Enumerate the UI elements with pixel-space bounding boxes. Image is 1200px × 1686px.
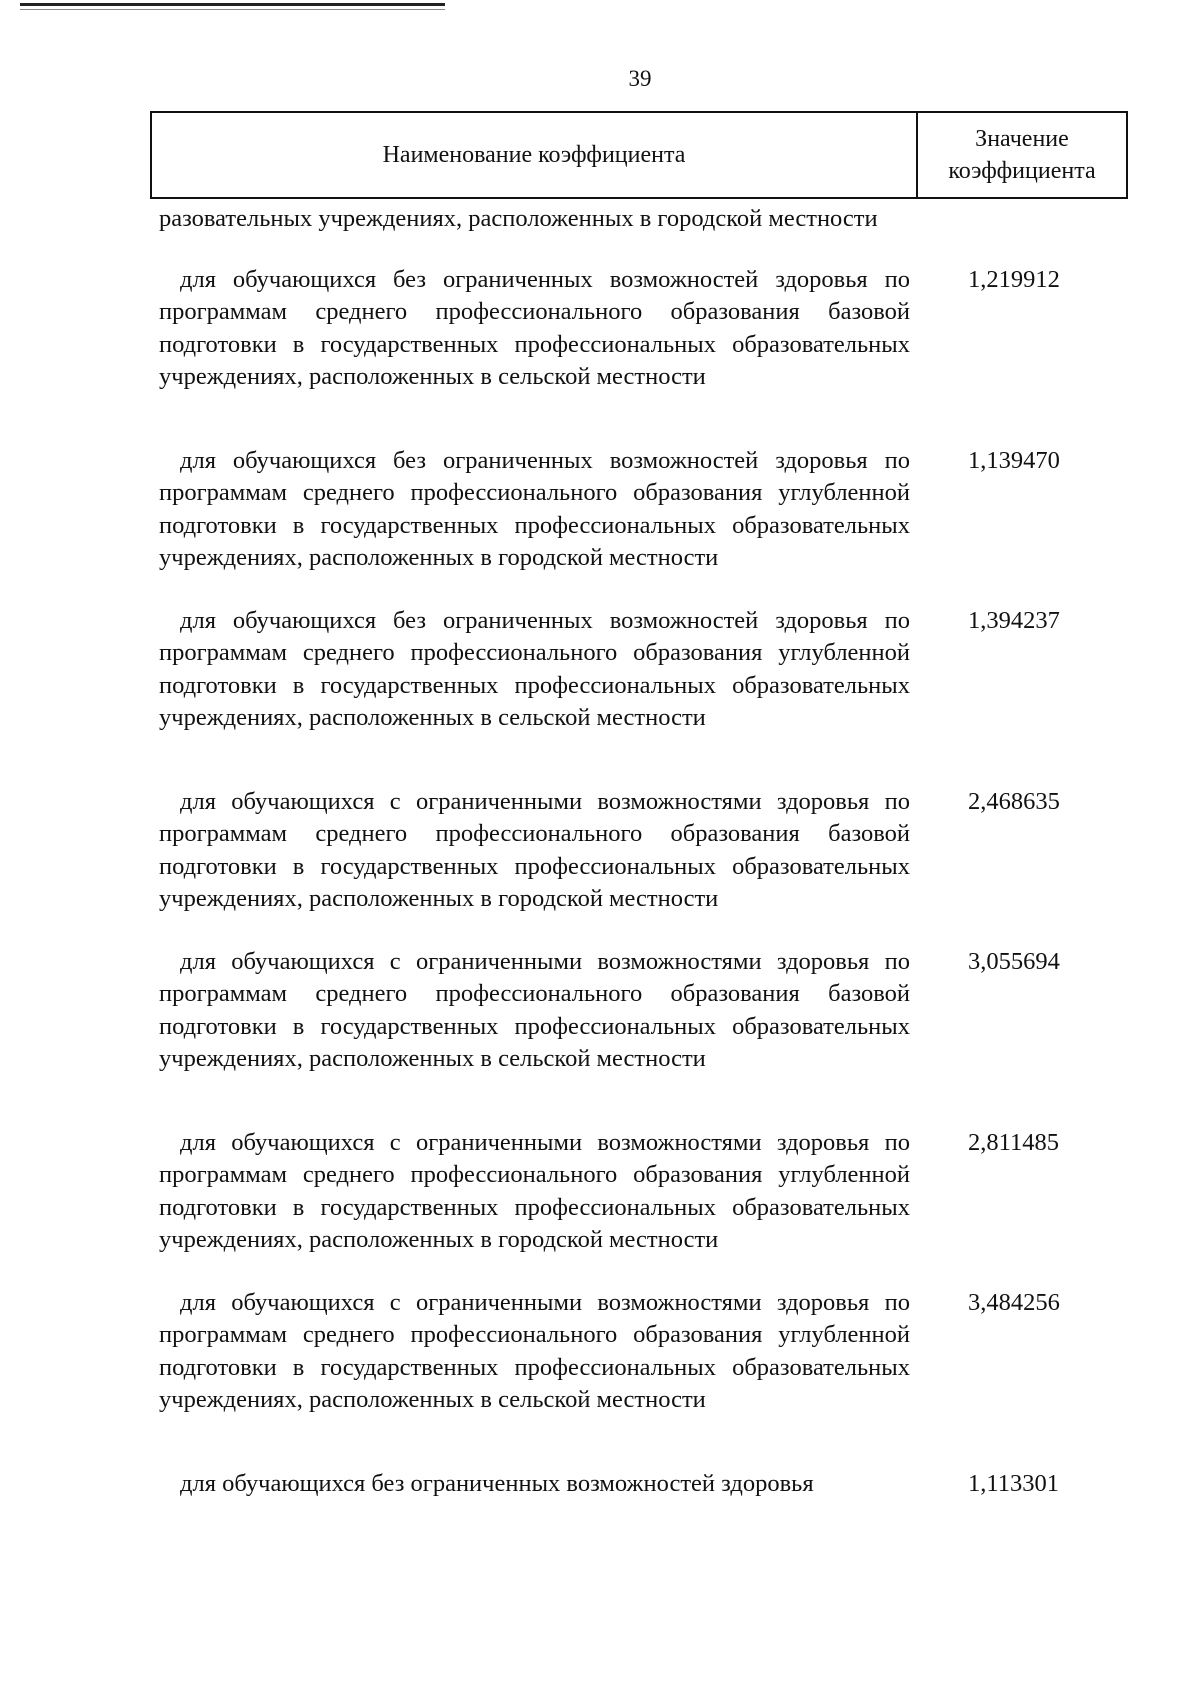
table-row-value: 3,055694 [968, 948, 1060, 975]
scan-edge-line [20, 3, 445, 6]
table-header [150, 111, 1128, 199]
table-row-name: для обучающихся с ограниченными возможностями здоровья по программам среднего профессионального образования базовой подготовки в государственных профессиональных образовательных учреждениях, расположенных в городской местности [159, 788, 910, 913]
table-row-name: для обучающихся с ограниченными возможностями здоровья по программам среднего профессионального образования углубленной подготовки в государственных профессиональных образовательных учреждениях, расположенных в городской местности [159, 1129, 910, 1254]
header-value-line2: коэффициента [948, 158, 1096, 184]
table-row-value: 1,113301 [968, 1470, 1059, 1497]
header-name-column: Наименование коэффициента [152, 113, 918, 197]
table-row-value: 2,468635 [968, 788, 1060, 815]
table-row-value: 1,219912 [968, 266, 1060, 293]
table-row-value: 1,139470 [968, 447, 1060, 474]
table-row-value: 1,394237 [968, 607, 1060, 634]
table-row-value: 2,811485 [968, 1129, 1059, 1156]
table-row-name: для обучающихся без ограниченных возможностей здоровья по программам среднего профессионального образования углубленной подготовки в государственных профессиональных образовательных учреждениях, расположенных в сельской местности [159, 607, 910, 732]
table-row-name: для обучающихся с ограниченными возможностями здоровья по программам среднего профессионального образования углубленной подготовки в государственных профессиональных образовательных учреждениях, расположенных в сельской местности [159, 1289, 910, 1414]
table-row-value: 3,484256 [968, 1289, 1060, 1316]
table-row-name: для обучающихся без ограниченных возможностей здоровья [180, 1470, 814, 1497]
table-row-name: для обучающихся без ограниченных возможностей здоровья по программам среднего профессионального образования базовой подготовки в государственных профессиональных образовательных учреждениях, расположенных в сельской местности [159, 266, 910, 391]
page-number: 39 [628, 66, 652, 91]
table-row-name: для обучающихся с ограниченными возможностями здоровья по программам среднего профессионального образования базовой подготовки в государственных профессиональных образовательных учреждениях, расположенных в сельской местности [159, 948, 910, 1073]
scan-edge-line-thin [20, 9, 445, 10]
table-row-name: для обучающихся без ограниченных возможностей здоровья по программам среднего профессионального образования углубленной подготовки в государственных профессиональных образовательных учреждениях, расположенных в городской местности [159, 447, 910, 572]
header-value-column [918, 113, 1126, 197]
table-row-name: разовательных учреждениях, расположенных в городской местности [159, 205, 878, 232]
header-value-line1: Значение [975, 126, 1069, 152]
